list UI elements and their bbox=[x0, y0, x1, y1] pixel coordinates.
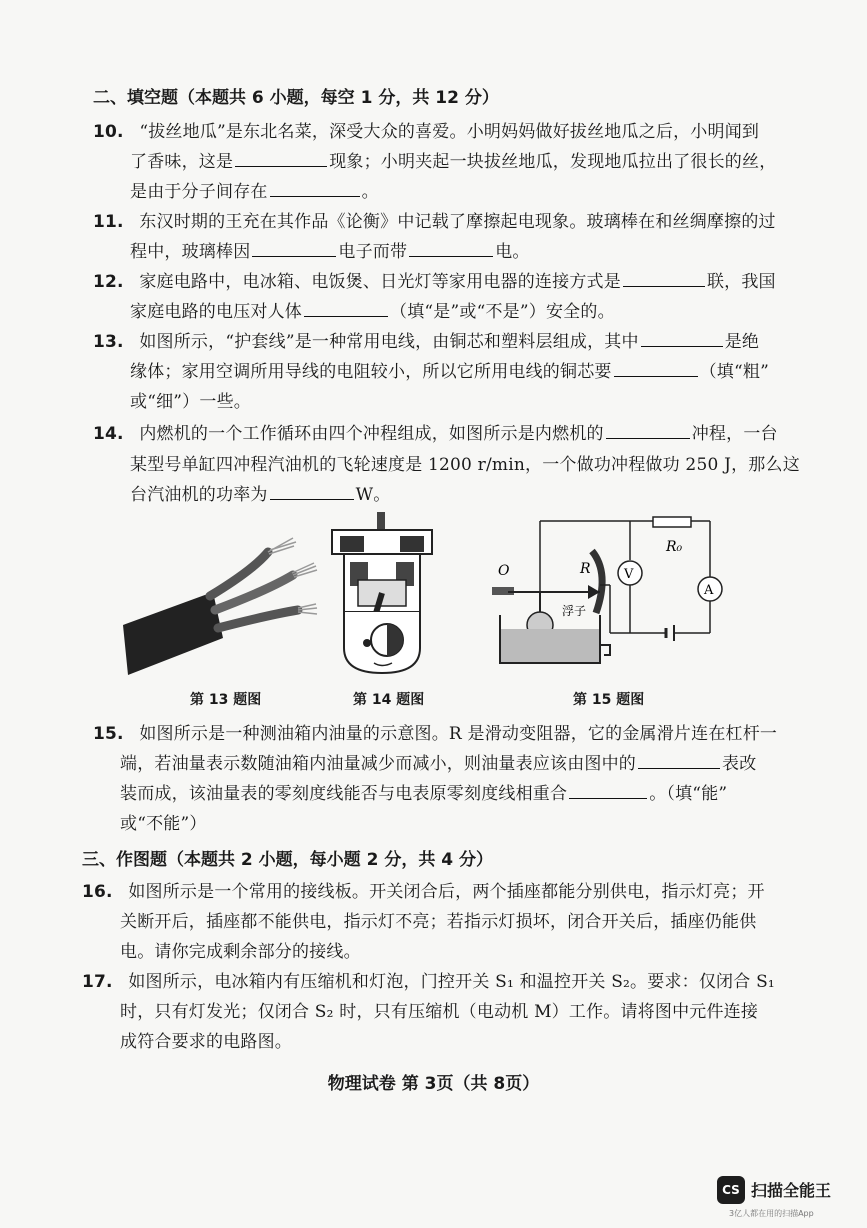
answer-blank[interactable] bbox=[623, 272, 705, 287]
exam-page: 二、填空题（本题共 6 小题，每空 1 分，共 12 分） 10. “拔丝地瓜”是东北名菜，深受大众的喜爱。小明妈妈做好拔丝地瓜之后，小明闻到 了香味，这是 现象；小明夹起一块拔丝地瓜，发现地瓜拉出了很长的丝， 是由于分子间存在 。 11. 东汉时期的王充在其作品《论衡》中记载了摩擦起电现象。玻璃棒在和丝绸摩擦的过 程中，玻璃棒因 电子而带 电。 12. 家庭电路中，电冰箱、电饭煲、日光灯等家用电器的连接方式是 联，我国 家庭电路的电压对人体 （填“是”或“不是”）安全的。 13. 如图所示，“护套线”是一种常用电线，由铜芯和塑料层组成，其中 是绝 缘体；家用空调所用导线的电阻较小，所以它所用电线的铜芯要 （填“粗” 或“细”）一些。 14. 内燃机的一个工作循环由四个冲程组成，如图所示是内燃机的 冲程，一台 某型号单缸四冲程汽油机的飞轮速度是 1200 r/min，一个做功冲程做功 250 J，那么这 台汽油机的功率为 W。 A V O R R₀ 浮子 第 13 题图 第 14 题图 第 15 题图 15. 如图所示是一种测油箱内油量的示意图。R 是滑动变阻器，它的金属滑片连在杠杆一 端，若油量表示数随油箱内油量减少而减小，则油量表应该由图中的 表改 装而成，该油量表的零刻度线能否与电表原零刻度线相重合 。（填“能” 或“不能”） 三、作图题（本题共 2 小题，每小题 2 分，共 4 分） 16. 如图所示是一个常用的接线板。开关闭合后，两个插座都能分别供电，指示灯亮；开 关断开后，插座都不能供电，指示灯不亮；若指示灯损坏，闭合开关后，插座仍能供 电。请你完成剩余部分的接线。 17. 如图所示，电冰箱内有压缩机和灯泡，门控开关 S₁ 和温控开关 S₂。要求：仅闭合 S₁ 时，只有灯发光；仅闭合 S₂ 时，只有压缩机（电动机 M）工作。请将图中元件连接 成符合要求的电路图。 物理试卷 第 3页（共 8页） CS 扫描全能王 3亿人都在用的扫描App bbox=[0, 0, 867, 1228]
question-16: 16. 如图所示是一个常用的接线板。开关闭合后，两个插座都能分别供电，指示灯亮；开 bbox=[82, 882, 765, 902]
section-heading-fill-blank: 二、填空题（本题共 6 小题，每空 1 分，共 12 分） bbox=[93, 88, 499, 108]
answer-blank[interactable] bbox=[409, 242, 493, 257]
svg-text:R₀: R₀ bbox=[666, 539, 683, 555]
question-number: 16. bbox=[82, 882, 113, 902]
page-footer: 物理试卷 第 3页（共 8页） bbox=[327, 1074, 540, 1094]
svg-text:V: V bbox=[624, 567, 634, 582]
caption-figure-14: 第 14 题图 bbox=[353, 692, 425, 708]
scanner-watermark: CS 扫描全能王 3亿人都在用的扫描App bbox=[717, 1176, 849, 1222]
answer-blank[interactable] bbox=[235, 152, 327, 167]
question-10: 10. “拔丝地瓜”是东北名菜，深受大众的喜爱。小明妈妈做好拔丝地瓜之后，小明闻到 bbox=[93, 122, 760, 142]
section-heading-drawing: 三、作图题（本题共 2 小题，每小题 2 分，共 4 分） bbox=[82, 850, 493, 870]
caption-figure-15: 第 15 题图 bbox=[573, 692, 645, 708]
svg-text:浮子: 浮子 bbox=[562, 604, 587, 618]
question-17: 17. 如图所示，电冰箱内有压缩机和灯泡，门控开关 S₁ 和温控开关 S₂。要求：仅闭合 S₁ bbox=[82, 972, 775, 992]
caption-figure-13: 第 13 题图 bbox=[190, 692, 262, 708]
question-number: 15. bbox=[93, 724, 124, 744]
figure-14-engine-stroke bbox=[322, 508, 442, 678]
answer-blank[interactable] bbox=[304, 302, 388, 317]
answer-blank[interactable] bbox=[641, 332, 723, 347]
question-number: 13. bbox=[93, 332, 124, 352]
answer-blank[interactable] bbox=[614, 362, 698, 377]
question-number: 11. bbox=[93, 212, 124, 232]
svg-text:A: A bbox=[704, 583, 714, 598]
answer-blank[interactable] bbox=[270, 485, 354, 500]
answer-blank[interactable] bbox=[606, 424, 690, 439]
question-11: 11. 东汉时期的王充在其作品《论衡》中记载了摩擦起电现象。玻璃棒在和丝绸摩擦的过 bbox=[93, 212, 776, 232]
answer-blank[interactable] bbox=[252, 242, 336, 257]
question-number: 12. bbox=[93, 272, 124, 292]
figure-13-sheathed-wire bbox=[118, 530, 318, 680]
question-12: 12. 家庭电路中，电冰箱、电饭煲、日光灯等家用电器的连接方式是 联，我国 bbox=[93, 272, 776, 292]
answer-blank[interactable] bbox=[270, 182, 360, 197]
question-number: 14. bbox=[93, 424, 124, 444]
answer-blank[interactable] bbox=[569, 784, 647, 799]
svg-text:O: O bbox=[498, 563, 510, 579]
figure-15-oil-gauge-circuit bbox=[488, 515, 728, 675]
question-14: 14. 内燃机的一个工作循环由四个冲程组成，如图所示是内燃机的 冲程，一台 bbox=[93, 424, 778, 444]
cs-logo-icon: CS bbox=[717, 1176, 745, 1204]
question-number: 10. bbox=[93, 122, 124, 142]
svg-text:R: R bbox=[580, 561, 591, 577]
question-15: 15. 如图所示是一种测油箱内油量的示意图。R 是滑动变阻器，它的金属滑片连在杠杆一 bbox=[93, 724, 778, 744]
question-number: 17. bbox=[82, 972, 113, 992]
answer-blank[interactable] bbox=[638, 754, 720, 769]
question-13: 13. 如图所示，“护套线”是一种常用电线，由铜芯和塑料层组成，其中 是绝 bbox=[93, 332, 760, 352]
